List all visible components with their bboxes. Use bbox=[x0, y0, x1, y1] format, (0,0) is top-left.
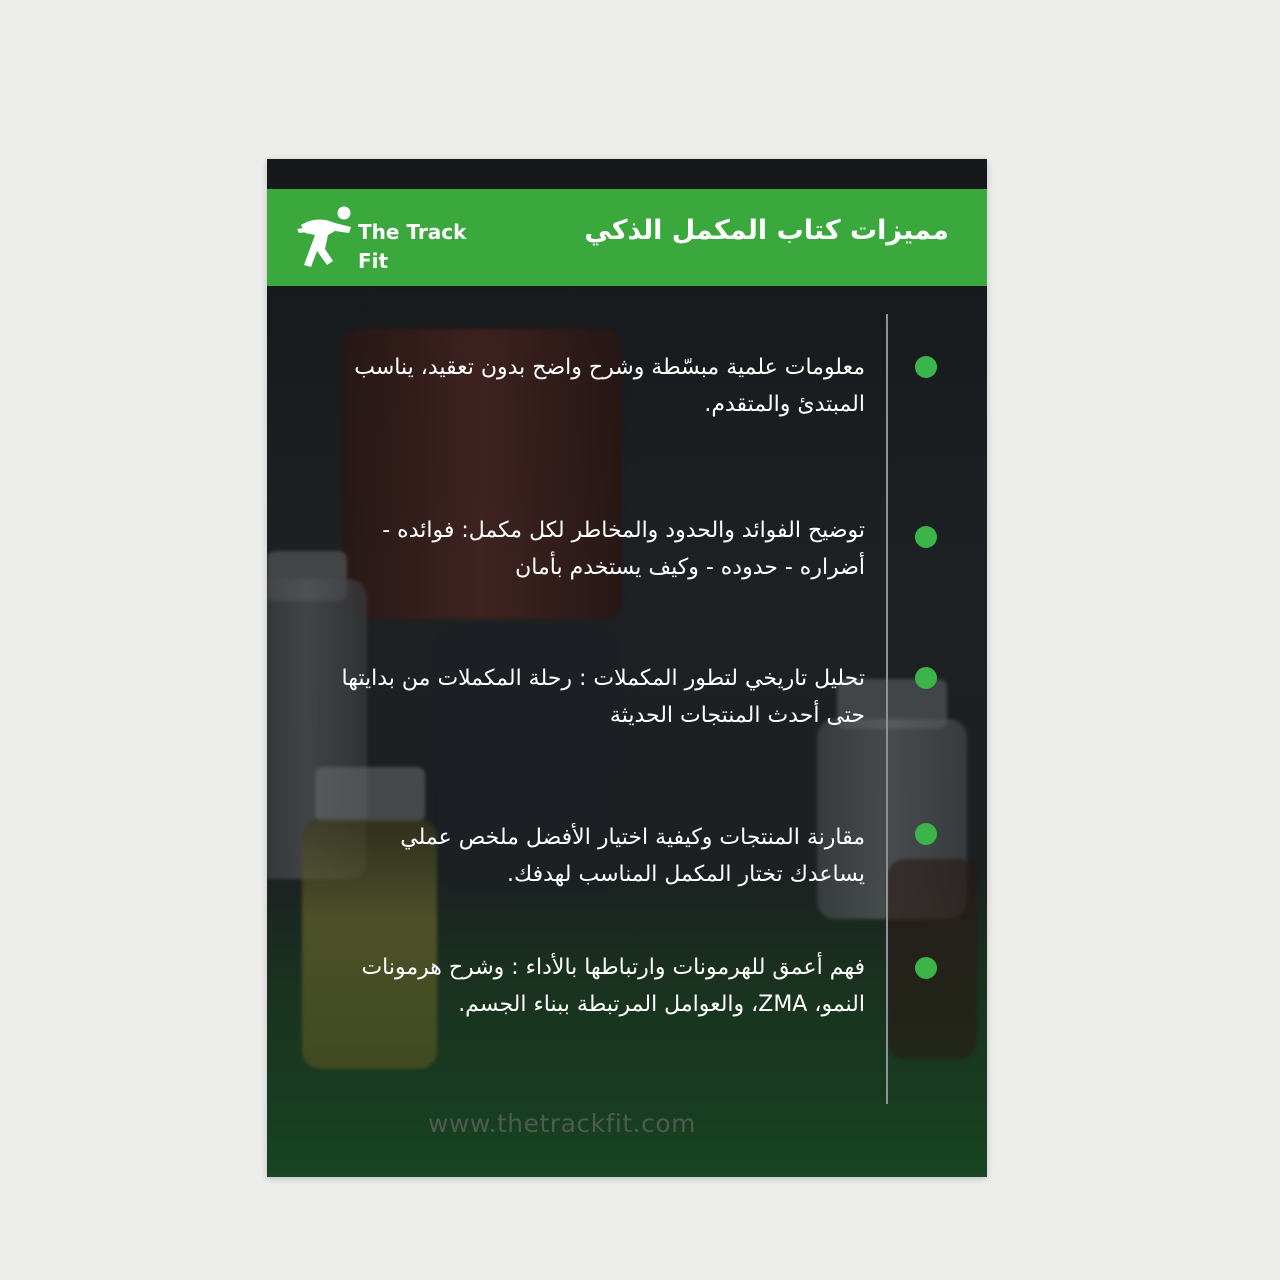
timeline-line bbox=[886, 314, 888, 1104]
page-title: مميزات كتاب المكمل الذكي bbox=[584, 215, 949, 246]
top-band bbox=[267, 159, 987, 189]
feature-item-2: توضيح الفوائد والحدود والمخاطر لكل مكمل: فوائده - أضراره - حدوده - وكيف يستخدم بأمان bbox=[382, 518, 865, 580]
brand-logo bbox=[295, 203, 495, 273]
website-url: www.thetrackfit.com bbox=[427, 1109, 697, 1138]
header-bar bbox=[267, 189, 987, 286]
background-bottle-cap bbox=[315, 767, 425, 822]
feature-item-5: فهم أعمق للهرمونات وارتباطها بالأداء : وشرح هرمونات النمو، ZMA، والعوامل المرتبطة ببناء الجسم. bbox=[361, 955, 865, 1017]
runner-icon bbox=[295, 205, 357, 269]
feature-bullet bbox=[915, 957, 937, 979]
feature-bullet bbox=[915, 667, 937, 689]
feature-item-3: تحليل تاريخي لتطور المكملات : رحلة المكملات من بدايتها حتى أحدث المنتجات الحديثة bbox=[341, 666, 865, 728]
feature-bullet bbox=[915, 823, 937, 845]
feature-item-4: مقارنة المنتجات وكيفية اختيار الأفضل ملخص عملي يساعدك تختار المكمل المناسب لهدفك. bbox=[400, 825, 865, 887]
brand-name: The Track Fit bbox=[358, 220, 467, 273]
feature-item-1: معلومات علمية مبسّطة وشرح واضح بدون تعقيد، يناسب المبتدئ والمتقدم. bbox=[354, 355, 865, 417]
flyer-card bbox=[267, 159, 987, 1177]
feature-bullet bbox=[915, 526, 937, 548]
feature-bullet bbox=[915, 356, 937, 378]
